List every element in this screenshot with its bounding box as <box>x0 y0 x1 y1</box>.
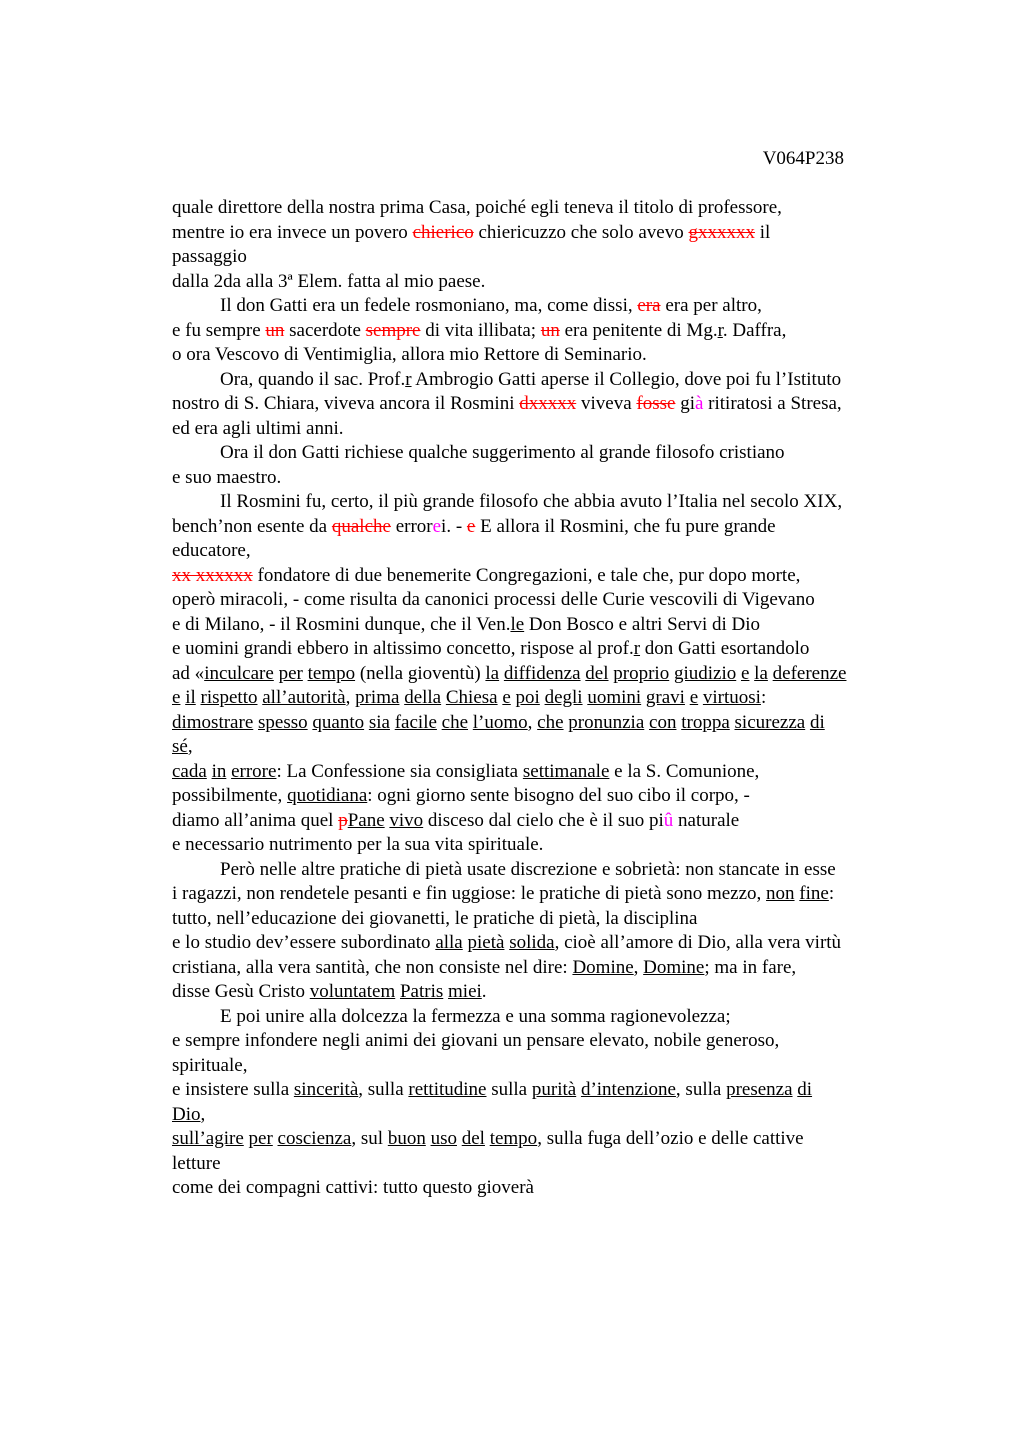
underlined-text: di <box>809 711 825 733</box>
underlined-text: quanto <box>312 711 365 733</box>
text-line <box>172 515 912 540</box>
text-line <box>172 907 912 932</box>
inserted-text: à <box>694 393 704 414</box>
underlined-text: del <box>461 1128 485 1149</box>
text-segment: ad « <box>172 662 205 684</box>
text-line <box>172 784 912 809</box>
underlined-text: r <box>405 368 412 390</box>
underlined-text: spesso <box>258 711 308 733</box>
text-line <box>172 1176 912 1201</box>
underlined-text: rettitudine <box>408 1079 487 1100</box>
text-segment: e lo studio dev’essere subordinato <box>172 932 436 953</box>
underlined-text: Domine <box>572 956 634 978</box>
text-line <box>172 735 912 760</box>
text-segment: naturale <box>673 809 740 831</box>
underlined-text: per <box>278 662 303 684</box>
text-segment: passaggio <box>172 246 247 267</box>
deleted-text: fosse <box>636 393 676 414</box>
text-line <box>172 368 912 393</box>
text-segment: e fu sempre <box>172 319 266 341</box>
text-segment: Ora il don Gatti richiese qualche suggerimento al grande filosofo cristiano <box>220 442 785 463</box>
underlined-text: purità <box>531 1079 577 1100</box>
text-segment: e la S. Comunione, <box>609 760 760 782</box>
underlined-text: giudizio <box>673 662 737 684</box>
text-segment: era per altro, <box>660 295 762 316</box>
underlined-text: rispetto <box>200 687 258 708</box>
text-segment: e suo maestro. <box>172 466 282 488</box>
text-segment: operò miracoli, - come risulta da canonici processi delle Curie vescovili di Vigevano <box>172 589 815 610</box>
underlined-text: solida <box>509 932 555 953</box>
text-line <box>172 490 912 515</box>
text-segment: gi <box>675 393 695 414</box>
underlined-text: gravi <box>645 687 685 708</box>
underlined-text: sincerità <box>293 1079 359 1100</box>
underlined-text: sia <box>368 711 390 733</box>
text-segment: , sulla fuga dell’ozio e delle cattive <box>537 1128 804 1149</box>
deleted-text: qualche <box>331 515 391 537</box>
text-segment: : ogni giorno sente bisogno del suo cibo il corpo, - <box>367 785 750 806</box>
text-segment: E allora il Rosmini, che fu pure grande <box>475 515 776 537</box>
underlined-text: Domine <box>643 956 705 978</box>
underlined-text: e <box>689 687 699 708</box>
underlined-text: la <box>754 662 768 684</box>
text-line <box>172 466 912 491</box>
underlined-text: non <box>766 883 795 904</box>
text-segment: disse Gesù Cristo <box>172 981 310 1002</box>
underlined-text: coscienza <box>277 1128 352 1149</box>
text-segment: , <box>200 1103 206 1125</box>
text-line <box>172 294 912 319</box>
underlined-text: che <box>441 711 469 733</box>
underlined-text: e <box>502 687 511 708</box>
underlined-text: miei <box>448 981 482 1002</box>
text-line <box>172 686 912 711</box>
text-line <box>172 931 912 956</box>
text-line <box>172 613 912 638</box>
underlined-text: il <box>185 687 196 708</box>
text-line <box>172 1005 912 1030</box>
underlined-text: tempo <box>489 1128 538 1149</box>
text-segment: E poi unire alla dolcezza la fermezza e una somma ragionevolezza; <box>220 1005 731 1027</box>
text-segment: spirituale, <box>172 1054 248 1076</box>
text-line <box>172 588 912 613</box>
text-segment: , <box>527 711 538 733</box>
underlined-text: che <box>537 711 564 733</box>
text-segment: sulla <box>486 1079 532 1100</box>
underlined-text: all’autorità <box>262 687 346 708</box>
inserted-text: û <box>663 809 674 831</box>
underlined-text: e <box>172 687 181 708</box>
text-line <box>172 858 912 883</box>
text-segment: bench’non esente da <box>172 515 332 537</box>
text-segment: (nella gioventù) <box>355 662 486 684</box>
text-line <box>172 417 912 442</box>
text-segment: Il don Gatti era un fedele rosmoniano, ma, come dissi, <box>220 295 638 316</box>
underlined-text: Dio <box>172 1103 201 1125</box>
text-line <box>172 882 912 907</box>
text-segment: , sul <box>351 1128 388 1149</box>
text-segment: , sulla <box>675 1079 727 1100</box>
underlined-text: voluntatem <box>309 981 396 1002</box>
underlined-text: sull’agire <box>172 1128 244 1149</box>
underlined-text: r <box>717 319 723 341</box>
text-segment: di vita illibata; <box>420 319 541 341</box>
underlined-text: alla <box>435 932 463 953</box>
underlined-text: e <box>740 662 750 684</box>
underlined-text: uomini <box>587 687 642 708</box>
underlined-text: quotidiana <box>287 785 368 806</box>
text-segment: ritiratosi a Stresa, <box>703 393 842 414</box>
underlined-text: proprio <box>613 662 670 684</box>
underlined-text: in <box>211 760 227 782</box>
text-segment: e necessario nutrimento per la sua vita spirituale. <box>172 834 544 855</box>
underlined-text: la <box>485 662 500 684</box>
text-line <box>172 980 912 1005</box>
underlined-text: sicurezza <box>734 711 806 733</box>
text-line <box>172 711 912 736</box>
underlined-text: le <box>510 613 525 635</box>
text-segment: Ora, quando il sac. Prof. <box>220 368 406 390</box>
text-line <box>172 833 912 858</box>
text-segment: : La Confessione sia consigliata <box>276 760 523 782</box>
underlined-text: degli <box>544 687 583 708</box>
text-line <box>172 1078 912 1103</box>
inserted-text: e <box>432 515 442 537</box>
underlined-text: poi <box>515 687 540 708</box>
text-line <box>172 1127 912 1152</box>
text-segment: chiericuzzo che solo avevo <box>473 221 689 243</box>
text-line <box>172 245 912 270</box>
text-segment: quale direttore della nostra prima Casa, poiché egli teneva il titolo di professore, <box>172 197 782 218</box>
text-line <box>172 270 912 295</box>
text-line <box>172 441 912 466</box>
text-segment: e sempre infondere negli animi dei giovani un pensare elevato, nobile generoso, <box>172 1030 780 1051</box>
text-segment: : <box>828 883 835 904</box>
text-segment: come dei compagni cattivi: tutto questo gioverà <box>172 1177 534 1198</box>
text-line <box>172 221 912 246</box>
underlined-text: deferenze <box>772 662 847 684</box>
underlined-text: della <box>404 687 442 708</box>
text-segment: Don Bosco e altri Servi di Dio <box>524 613 761 635</box>
underlined-text: settimanale <box>522 760 610 782</box>
deleted-text: e <box>466 515 476 537</box>
text-segment: nostro di S. Chiara, viveva ancora il Rosmini <box>172 393 520 414</box>
text-segment: possibilmente, <box>172 785 288 806</box>
text-line <box>172 1152 912 1177</box>
text-line <box>172 637 912 662</box>
text-segment: viveva <box>576 393 637 414</box>
document-body <box>172 196 912 1201</box>
underlined-text: d’intenzione <box>580 1079 676 1100</box>
underlined-text: inculcare <box>204 662 274 684</box>
underlined-text: troppa <box>681 711 730 733</box>
text-line <box>172 809 912 834</box>
deleted-text: gxxxxxx <box>688 221 755 243</box>
underlined-text: prima <box>355 687 400 708</box>
text-line <box>172 539 912 564</box>
underlined-text: vivo <box>389 809 424 831</box>
text-segment: . <box>481 981 487 1002</box>
deleted-text: p <box>338 809 348 831</box>
text-segment: , <box>187 736 193 757</box>
underlined-text: facile <box>394 711 437 733</box>
text-line <box>172 196 912 221</box>
underlined-text: dimostrare <box>172 711 254 733</box>
text-segment: e uomini grandi ebbero in altissimo concetto, rispose al prof. <box>172 638 634 659</box>
text-line <box>172 564 912 589</box>
underlined-text: diffidenza <box>503 662 581 684</box>
text-segment: letture <box>172 1152 221 1174</box>
text-segment: error <box>390 515 433 537</box>
deleted-text: un <box>265 319 285 341</box>
text-segment: dalla 2da alla 3ª Elem. fatta al mio paese. <box>172 270 486 292</box>
deleted-text: sempre <box>365 319 421 341</box>
text-line <box>172 662 912 687</box>
text-segment: e insistere sulla <box>172 1079 294 1100</box>
underlined-text: fine <box>799 883 829 904</box>
text-line <box>172 319 912 344</box>
text-segment: . Daffra, <box>722 319 787 341</box>
underlined-text: Patris <box>399 981 444 1002</box>
text-segment: , <box>633 956 644 978</box>
underlined-text: pietà <box>467 932 505 953</box>
text-segment: cristiana, alla vera santità, che non consiste nel dire: <box>172 956 573 978</box>
text-segment: diamo all’anima quel <box>172 809 339 831</box>
text-segment: i. - <box>441 515 467 537</box>
underlined-text: presenza <box>726 1079 793 1100</box>
deleted-text: xx xxxxxx <box>172 564 253 586</box>
underlined-text: uso <box>430 1128 457 1149</box>
underlined-text: Pane <box>347 809 385 831</box>
text-segment: ed era agli ultimi anni. <box>172 417 344 439</box>
underlined-text: virtuosi <box>702 687 761 708</box>
text-segment: Però nelle altre pratiche di pietà usate discrezione e sobrietà: non stancate in esse <box>220 858 836 880</box>
text-segment: mentre io era invece un povero <box>172 221 413 243</box>
text-line <box>172 392 912 417</box>
underlined-text: Chiesa <box>445 687 498 708</box>
underlined-text: di <box>797 1079 813 1100</box>
underlined-text: del <box>585 662 609 684</box>
text-segment: educatore, <box>172 540 251 561</box>
text-segment: Ambrogio Gatti aperse il Collegio, dove poi fu l’Istituto <box>411 368 842 390</box>
text-line <box>172 343 912 368</box>
underlined-text: sé <box>172 736 188 757</box>
deleted-text: dxxxxx <box>519 393 577 414</box>
underlined-text: con <box>649 711 677 733</box>
text-segment: Il Rosmini fu, certo, il più grande filosofo che abbia avuto l’Italia nel secolo XIX, <box>220 491 843 512</box>
text-segment: i ragazzi, non rendetele pesanti e fin uggiose: le pratiche di pietà sono mezzo, <box>172 883 767 904</box>
text-segment: disceso dal cielo che è il suo pi <box>423 809 664 831</box>
text-line <box>172 760 912 785</box>
text-segment: o ora Vescovo di Ventimiglia, allora mio Rettore di Seminario. <box>172 344 647 365</box>
page-identifier: V064P238 <box>762 148 844 169</box>
deleted-text: un <box>540 319 560 341</box>
underlined-text: cada <box>172 760 207 782</box>
text-segment: : <box>760 687 767 708</box>
text-segment: , <box>345 687 356 708</box>
text-segment: , cioè all’amore di Dio, alla vera virtù <box>554 932 842 953</box>
text-line <box>172 1054 912 1079</box>
text-line <box>172 956 912 981</box>
text-segment: era penitente di Mg. <box>559 319 718 341</box>
underlined-text: buon <box>387 1128 426 1149</box>
text-segment: sacerdote <box>284 319 366 341</box>
underlined-text: tempo <box>307 662 356 684</box>
text-segment: tutto, nell’educazione dei giovanetti, le pratiche di pietà, la disciplina <box>172 907 698 929</box>
text-segment: e di Milano, - il Rosmini dunque, che il Ven. <box>172 613 511 635</box>
text-line <box>172 1103 912 1128</box>
underlined-text: r <box>633 638 641 659</box>
text-line <box>172 1029 912 1054</box>
deleted-text: era <box>637 295 661 316</box>
underlined-text: errore <box>231 760 277 782</box>
text-segment: il <box>754 221 771 243</box>
underlined-text: per <box>248 1128 273 1149</box>
underlined-text: l’uomo <box>472 711 528 733</box>
text-segment: fondatore di due benemerite Congregazioni, e tale che, pur dopo morte, <box>252 564 801 586</box>
underlined-text: pronunzia <box>568 711 645 733</box>
text-segment: don Gatti esortandolo <box>640 638 810 659</box>
deleted-text: chierico <box>412 221 474 243</box>
text-segment: , sulla <box>358 1079 409 1100</box>
text-segment: ; ma in fare, <box>704 956 797 978</box>
